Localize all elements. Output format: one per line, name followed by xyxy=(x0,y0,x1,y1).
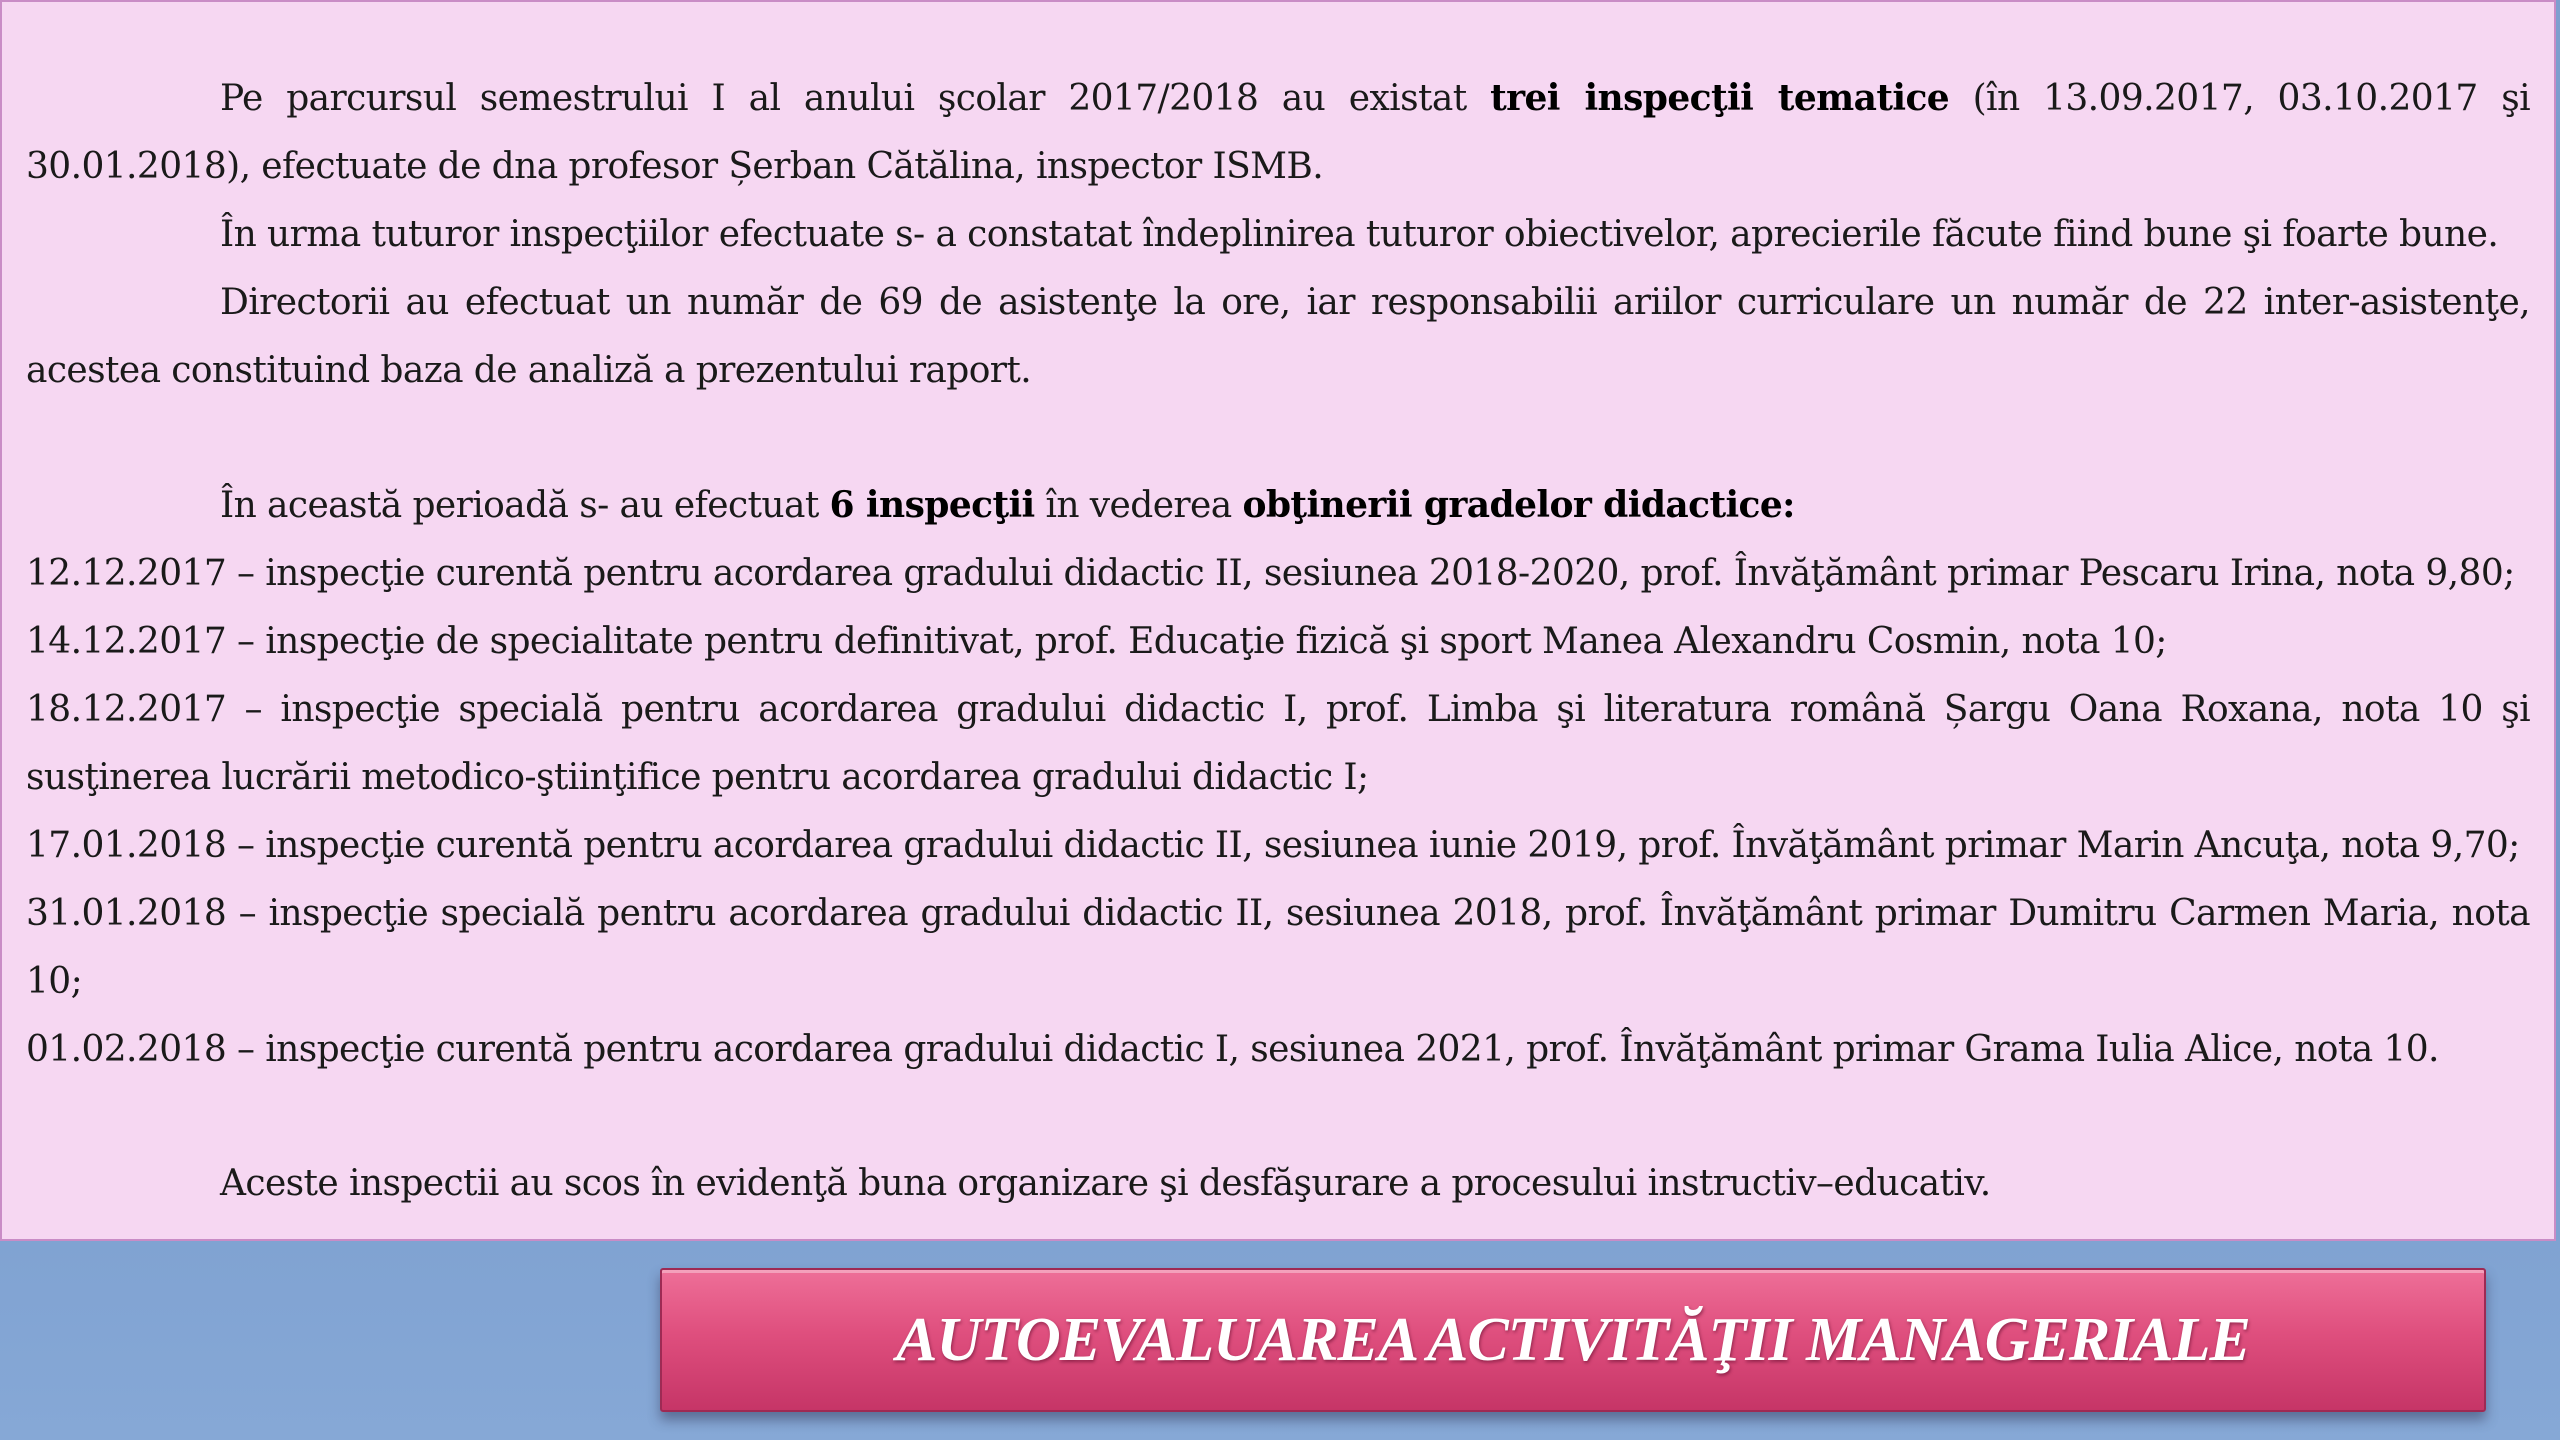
paragraph-text: În această perioadă s- au efectuat xyxy=(220,485,830,526)
title-banner xyxy=(660,1268,2486,1412)
paragraph-conclusion: Aceste inspectii au scos în evidenţă buna organizare şi desfăşurare a procesului instructiv–educativ. xyxy=(220,1163,1991,1204)
bold-text: obţinerii gradelor didactice: xyxy=(1242,484,1795,526)
inspection-item: 18.12.2017 – inspecţie specială pentru acordarea gradului didactic I, prof. Limba şi literatura română Șargu Oana Roxana, nota 10 şi susţinerea lucrării metodico-ştiinţifice pentru acordarea gradului didactic I; xyxy=(26,689,2530,798)
bold-text: trei inspecţii tematice xyxy=(1490,77,1950,119)
inspection-item: 31.01.2018 – inspecţie specială pentru acordarea gradului didactic II, sesiunea 2018, prof. Învăţământ primar Dumitru Carmen Maria, nota 10; xyxy=(26,893,2530,1002)
bold-text: 6 inspecţii xyxy=(829,484,1035,526)
paragraph-spacer xyxy=(26,405,2530,471)
inspection-item: 14.12.2017 – inspecţie de specialitate pentru definitivat, prof. Educaţie fizică şi sport Manea Alexandru Cosmin, nota 10; xyxy=(26,621,2167,662)
paragraph-didactic-grades xyxy=(26,471,2530,540)
paragraph-assistances: Directorii au efectuat un număr de 69 de asistenţe la ore, iar responsabilii ariilor curriculare un număr de 22 inter-asistenţe, acestea constituind baza de analiză a prezentului raport. xyxy=(26,282,2530,391)
inspection-item: 17.01.2018 – inspecţie curentă pentru acordarea gradului didactic II, sesiunea iunie 2019, prof. Învăţământ primar Marin Ancuţa, nota 9,70; xyxy=(26,825,2520,866)
paragraph-thematic-inspections xyxy=(26,64,2530,201)
slide-title: AUTOEVALUAREA ACTIVITĂŢII MANAGERIALE xyxy=(896,1305,2250,1374)
paragraph-text: Pe parcursul semestrului I al anului şcolar 2017/2018 au existat xyxy=(220,78,1491,119)
inspection-item: 12.12.2017 – inspecţie curentă pentru acordarea gradului didactic II, sesiunea 2018-2020, prof. Învăţământ primar Pescaru Irina, nota 9,80; xyxy=(26,553,2515,594)
inspection-item: 01.02.2018 – inspecţie curentă pentru acordarea gradului didactic I, sesiunea 2021, prof. Învăţământ primar Grama Iulia Alice, nota 10. xyxy=(26,1029,2439,1070)
paragraph-text: (în 13.09.2017, 03.10.2017 şi 30.01.2018), efectuate de dna profesor Șerban Cătălina, inspector ISMB. xyxy=(26,78,2530,187)
paragraph-objectives: În urma tuturor inspecţiilor efectuate s- a constatat îndeplinirea tuturor obiectivelor, aprecierile făcute fiind bune şi foarte bune. xyxy=(220,214,2499,255)
paragraph-text: în vederea xyxy=(1034,485,1243,526)
paragraph-spacer xyxy=(26,1084,2530,1150)
